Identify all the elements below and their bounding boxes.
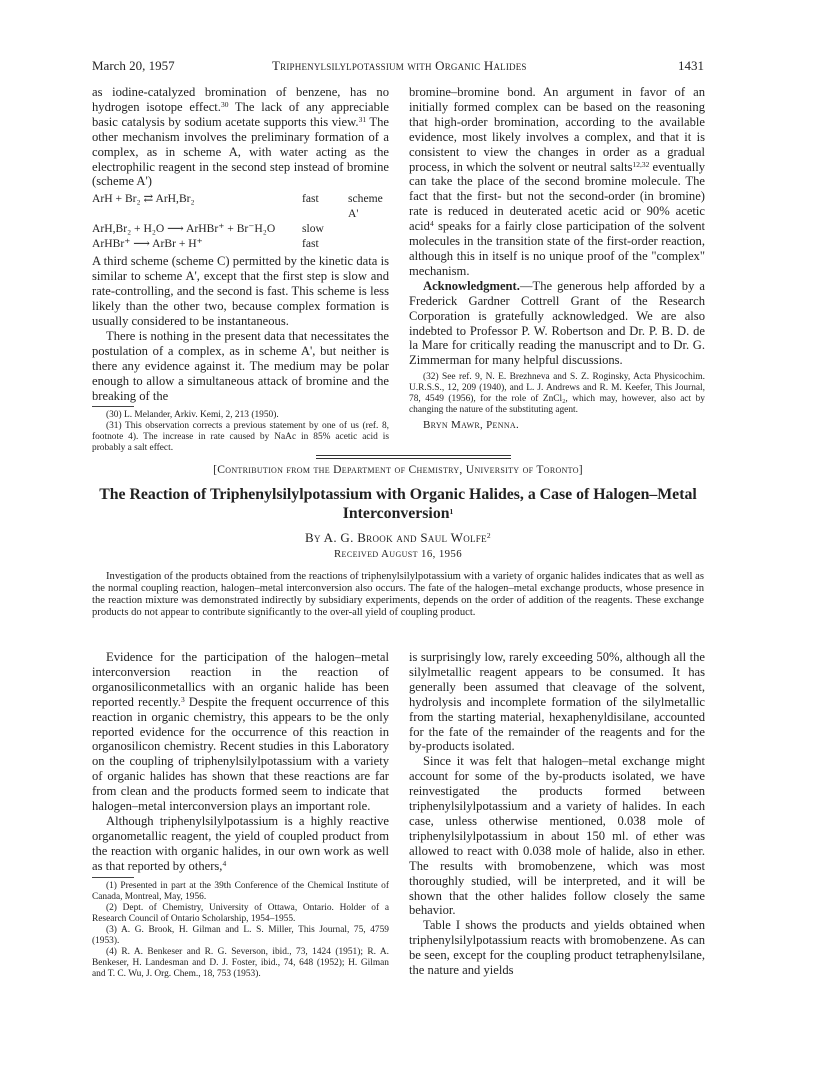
paragraph	[92, 814, 389, 874]
column-bottom-right	[409, 650, 705, 978]
ref-marker: 30	[220, 99, 229, 109]
text: eventually can take the place of the second bromine molecule. The fact that the first- but not the second-order (in bromine) rate is reduced in deuterated acetic acid or 90% acetic acid	[409, 159, 705, 234]
footnote-1: (1) Presented in part at the 39th Conference of the Chemical Institute of Canada, Montreal, May, 1956.	[92, 880, 389, 902]
ref-marker: 4	[222, 858, 227, 868]
text: speaks for a fairly close participation of the solvent molecules in the transition state of the first-order reaction, although this in itself is no unique proof of the "complex" mechanism.	[409, 219, 705, 278]
scheme-row	[92, 221, 389, 236]
text: Despite the frequent occurrence of this reaction in organic chemistry, this appears to be the only reported evidence for the occurrence of this reaction in organosilicon chemistry. Recent studies in this Laboratory on the coupling of triphenylsilylpotassium with a variety of organic halides has shown that these reactions are far from clean and the products formed seem to indicate that halogen–metal interconversion plays an important role.	[92, 694, 389, 814]
authors: By A. G. Brook and Saul Wolfe	[305, 530, 487, 545]
footnote-32: (32) See ref. 9, N. E. Brezhneva and S. Z. Roginsky, Acta Physicochim. U.R.S.S., 12, 209 (1940), and L. J. Andrews and R. M. Keefer, This Journal, 78, 4549 (1956), for the role of ZnCl₂, which may, however, also act by changing the nature of the substituting agent.	[409, 372, 705, 416]
paragraph: A third scheme (scheme C) permitted by the kinetic data is similar to scheme A', except that the first step is slow and rate-controlling, and the second is fast. This scheme is less likely than the other two, because complex formation is usually considered to be instantaneous.	[92, 254, 389, 328]
ref-marker: 3	[180, 694, 185, 704]
ref-marker: 12,32	[632, 159, 650, 169]
contribution-line: [Contribution from the Department of Chemistry, University of Toronto]	[213, 463, 583, 476]
paragraph: Table I shows the products and yields obtained when triphenylsilylpotassium reacts with bromobenzene. As can be seen, except for the coupling product tetraphenylsilane, the nature and yields	[409, 918, 705, 978]
paragraph	[409, 85, 705, 279]
scheme-equation: ArH + Br₂ ⇄ ArH,Br₂	[92, 192, 195, 206]
ref-marker: 31	[358, 114, 367, 124]
scheme-equation: ArHBr⁺ ⟶ ArBr + H⁺	[92, 237, 203, 251]
location: Bryn Mawr, Penna.	[423, 419, 520, 432]
text: Evidence for the participation of the halogen–metal interconversion reaction in the reaction of organosiliconmetallics with an organic halide has been reported recently.	[92, 650, 389, 709]
reaction-scheme	[92, 191, 389, 251]
scheme-tag: scheme A'	[348, 192, 383, 221]
footnote-divider	[92, 406, 134, 407]
abstract: Investigation of the products obtained from the reactions of triphenylsilylpotassium with a variety of organic halides indicates that as well as the normal coupling reaction, halogen–metal interconversion also occurs. The fate of the halogen–metal exchange products, whose presence in the reaction mixture was demonstrated indirectly by subsidiary experiments, depends on the order of addition of the reagents. These exchange products do not appear to contribute significantly to the over-all yield of coupling product.	[92, 571, 704, 618]
text: bromine–bromine bond. An argument in favor of an initially formed complex can be based on the reasoning that high-order bromination, according to the available evidence, most likely involves a complex, and that it is consistent to view the changes in order as a gradual process, in which the solvent or neutral salts	[409, 85, 705, 174]
title-text: The Reaction of Triphenylsilylpotassium with Organic Halides, a Case of Halogen–Metal Interconversion	[99, 486, 697, 522]
footnote-30: (30) L. Melander, Arkiv. Kemi, 2, 213 (1950).	[106, 410, 279, 421]
text: as iodine-catalyzed bromination of benzene, has no hydrogen isotope effect.	[92, 85, 389, 114]
header-date: March 20, 1957	[92, 58, 175, 73]
paragraph: There is nothing in the present data that necessitates the postulation of a complex, as in scheme A', but neither is there any evidence against it. The medium may be polar enough to allow a simultaneous attack of bromine and the breaking of the	[92, 328, 389, 403]
column-top-left	[92, 85, 389, 454]
footnote-divider	[92, 877, 134, 878]
byline	[92, 530, 704, 546]
running-header	[92, 58, 704, 76]
footnote-3: (3) A. G. Brook, H. Gilman and L. S. Miller, This Journal, 75, 4759 (1953).	[92, 924, 389, 946]
text: The other mechanism involves the preliminary formation of a complex, as in scheme A, with water acting as the electrophilic reagent in the second step instead of bromine (scheme A')	[92, 114, 389, 189]
paragraph: is surprisingly low, rarely exceeding 50%, although all the silylmetallic reagent appears to be consumed. It has generally been assumed that cleavage of the solvent, hydrolysis and incomplete formation of the silylmetallic from the starting material, hexaphenyldisilane, accounted for the fate of the remainder of the reagents and for the by-products isolated.	[409, 650, 705, 754]
section-divider	[316, 458, 511, 459]
ref-marker: 4	[429, 219, 434, 229]
footnote-4: (4) R. A. Benkeser and R. G. Severson, ibid., 73, 1424 (1951); R. A. Benkeser, H. Landesman and D. J. Foster, ibid., 74, 648 (1952); H. Gilman and T. C. Wu, J. Org. Chem., 18, 753 (1953).	[92, 946, 389, 979]
scheme-equation: ArH,Br₂ + H₂O ⟶ ArHBr⁺ + Br⁻H₂O	[92, 222, 276, 236]
paragraph	[92, 85, 389, 189]
scheme-rate: fast	[302, 192, 319, 206]
scheme-rate: slow	[302, 222, 324, 236]
scheme-tag	[348, 221, 389, 236]
column-bottom-left	[92, 650, 389, 980]
section-divider	[316, 455, 511, 456]
ref-marker: 2	[486, 531, 491, 540]
header-title: Triphenylsilylpotassium with Organic Halides	[272, 58, 527, 73]
scheme-row	[92, 236, 389, 251]
column-top-right	[409, 85, 705, 433]
footnote-2: (2) Dept. of Chemistry, University of Ottawa, Ontario. Holder of a Research Council of Ontario Scholarship, 1954–1955.	[92, 902, 389, 924]
paragraph	[92, 650, 389, 814]
scheme-rate: fast	[302, 237, 319, 251]
article-title	[92, 485, 704, 523]
ref-marker: 1	[449, 507, 454, 516]
acknowledgment-heading: Acknowledgment.	[423, 278, 520, 293]
acknowledgment-text: —The generous help afforded by a Frederick Gardner Cottrell Grant of the Research Corporation is gratefully acknowledged. We are also indebted to Professor P. W. Robertson and Dr. P. B. D. de la Mare for critically reading the manuscript and to Dr. G. Zimmerman for many helpful discussions.	[409, 278, 705, 368]
text: The lack of any appreciable basic catalysis by sodium acetate supports this view.	[92, 99, 389, 129]
page-number: 1431	[678, 58, 704, 73]
scheme-row	[92, 191, 389, 221]
text: Although triphenylsilylpotassium is a highly reactive organometallic reagent, the yield of coupled product from the reaction with organic halides, in our own work as well as that reported by others,	[92, 813, 389, 873]
footnote-31: (31) This observation corrects a previous statement by one of us (ref. 8, footnote 4). The increase in rate caused by NaAc in 85% acetic acid is probably a salt effect.	[92, 421, 389, 454]
scheme-tag	[348, 236, 389, 251]
paragraph: Since it was felt that halogen–metal exchange might account for some of the by-products isolated, we have reinvestigated the products formed between triphenylsilylpotassium and a variety of halides. In each case, unless otherwise mentioned, 0.038 mole of triphenylsilylpotassium in about 150 ml. of ether was allowed to react with 0.038 mole of halide, also in ether. The results with bromobenzene, which was most thoroughly studied, will be interpreted, and it will be shown that the other halides follow closely the same behavior.	[409, 754, 705, 918]
acknowledgment	[409, 279, 705, 368]
received-date: Received August 16, 1956	[333, 548, 463, 560]
